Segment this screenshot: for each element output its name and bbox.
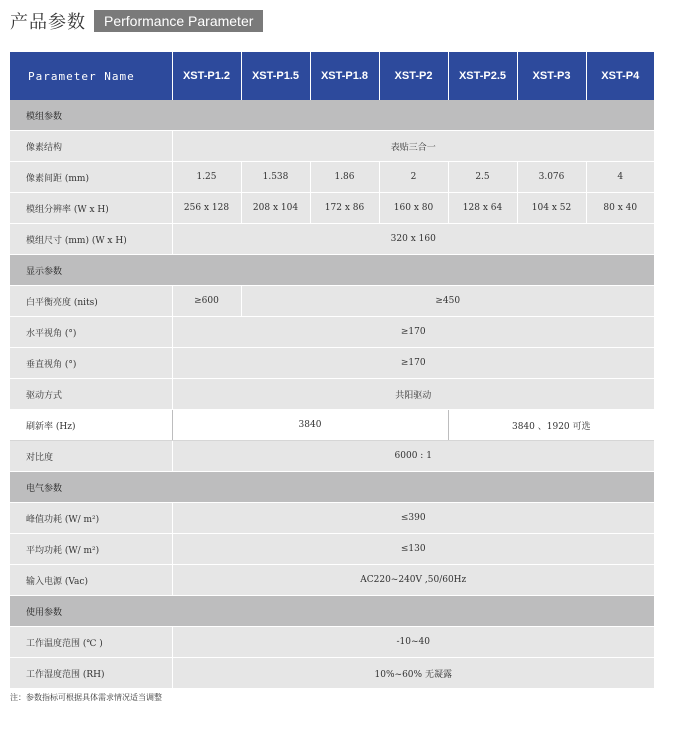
section-row xyxy=(10,100,654,131)
cell-value: ≥450 xyxy=(241,286,654,317)
cell-value: -10~40 xyxy=(172,627,654,658)
row-label: 刷新率 (Hz) xyxy=(10,410,172,441)
row-label: 平均功耗 (W/ m²) xyxy=(10,534,172,565)
cell-value: 3840 、1920 可选 xyxy=(448,410,654,441)
table-row xyxy=(10,286,654,317)
cell-value: 172 x 86 xyxy=(310,193,379,224)
cell-value: 表贴三合一 xyxy=(172,131,654,162)
table-row xyxy=(10,658,654,689)
row-label: 工作湿度范围 (RH) xyxy=(10,658,172,689)
row-label: 工作温度范围 (℃ ) xyxy=(10,627,172,658)
table-row xyxy=(10,193,654,224)
header-model: XST-P1.8 xyxy=(310,52,379,100)
section-title: 电气参数 xyxy=(10,472,654,503)
table-row xyxy=(10,348,654,379)
cell-value: 2.5 xyxy=(448,162,517,193)
cell-value: 1.25 xyxy=(172,162,241,193)
row-label: 像素间距 (mm) xyxy=(10,162,172,193)
table-row xyxy=(10,224,654,255)
table-row xyxy=(10,162,654,193)
cell-value: 6000 : 1 xyxy=(172,441,654,472)
cell-value: 1.538 xyxy=(241,162,310,193)
header-parameter-name: Parameter Name xyxy=(10,52,172,100)
row-label: 驱动方式 xyxy=(10,379,172,410)
header-model: XST-P2.5 xyxy=(448,52,517,100)
cell-value: 3840 xyxy=(172,410,448,441)
table-row xyxy=(10,379,654,410)
header-model: XST-P2 xyxy=(379,52,448,100)
cell-value: 128 x 64 xyxy=(448,193,517,224)
cell-value: 104 x 52 xyxy=(517,193,586,224)
table-row xyxy=(10,503,654,534)
header-model: XST-P1.2 xyxy=(172,52,241,100)
cell-value: ≥170 xyxy=(172,317,654,348)
table-row xyxy=(10,627,654,658)
row-label: 水平视角 (°) xyxy=(10,317,172,348)
section-row xyxy=(10,472,654,503)
parameter-table xyxy=(10,52,654,689)
section-row xyxy=(10,255,654,286)
row-label: 输入电源 (Vac) xyxy=(10,565,172,596)
row-label: 对比度 xyxy=(10,441,172,472)
cell-value: 1.86 xyxy=(310,162,379,193)
cell-value: 10%~60% 无凝露 xyxy=(172,658,654,689)
cell-value: 160 x 80 xyxy=(379,193,448,224)
page-title-cn: 产品参数 xyxy=(10,12,86,33)
cell-value: 2 xyxy=(379,162,448,193)
cell-value: 4 xyxy=(586,162,654,193)
section-row xyxy=(10,596,654,627)
cell-value: ≥600 xyxy=(172,286,241,317)
table-row xyxy=(10,317,654,348)
header-model: XST-P3 xyxy=(517,52,586,100)
cell-value: ≥170 xyxy=(172,348,654,379)
cell-value: AC220~240V ,50/60Hz xyxy=(172,565,654,596)
footnote: 注：参数指标可根据具体需求情况适当调整 xyxy=(10,693,162,702)
table-row xyxy=(10,410,654,441)
row-label: 白平衡亮度 (nits) xyxy=(10,286,172,317)
table-row xyxy=(10,534,654,565)
page-title-en: Performance Parameter xyxy=(94,10,263,32)
table-header-row xyxy=(10,52,654,100)
section-title: 模组参数 xyxy=(10,100,654,131)
row-label: 模组尺寸 (mm) (W x H) xyxy=(10,224,172,255)
row-label: 垂直视角 (°) xyxy=(10,348,172,379)
header-model: XST-P1.5 xyxy=(241,52,310,100)
table-row xyxy=(10,131,654,162)
cell-value: ≤390 xyxy=(172,503,654,534)
table-row xyxy=(10,565,654,596)
cell-value: ≤130 xyxy=(172,534,654,565)
cell-value: 256 x 128 xyxy=(172,193,241,224)
row-label: 像素结构 xyxy=(10,131,172,162)
cell-value: 3.076 xyxy=(517,162,586,193)
cell-value: 208 x 104 xyxy=(241,193,310,224)
section-title: 使用参数 xyxy=(10,596,654,627)
table-row xyxy=(10,441,654,472)
row-label: 模组分辨率 (W x H) xyxy=(10,193,172,224)
section-title: 显示参数 xyxy=(10,255,654,286)
cell-value: 共阳驱动 xyxy=(172,379,654,410)
header-model: XST-P4 xyxy=(586,52,654,100)
header xyxy=(10,8,263,34)
cell-value: 320 x 160 xyxy=(172,224,654,255)
row-label: 峰值功耗 (W/ m²) xyxy=(10,503,172,534)
cell-value: 80 x 40 xyxy=(586,193,654,224)
